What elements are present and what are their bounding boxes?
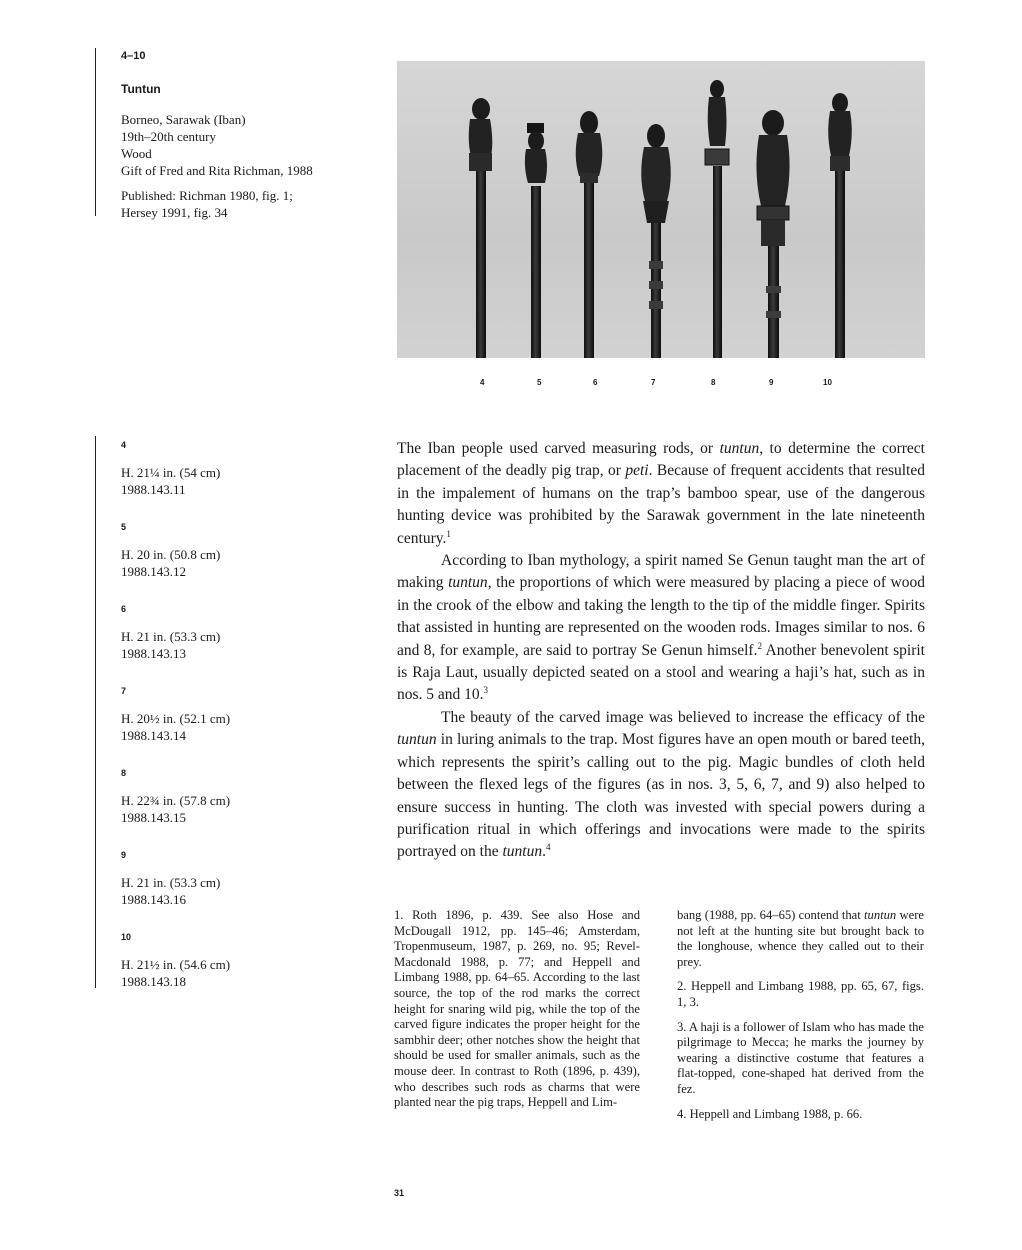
paragraph-1: [397, 438, 925, 550]
footnote-ref: 3: [483, 685, 489, 696]
published-line-1: Published: Richman 1980, fig. 1;: [121, 188, 293, 203]
text-run: , to determine the correct placement of the deadly pig trap, or: [397, 440, 925, 480]
note-1: 1. Roth 1896, p. 439. See also Hose and McDougall 1912, pp. 145–46; Amsterdam, Tropenmuseum, 1987, p. 269, no. 95; Revel-Macdonald 1988, p. 77; and Heppell and Limbang 1988, pp. 64–65. According to the last source, the top of the rod marks the correct height for snaring wild pig, while the top of the carved figure indicates the proper height for the sambhir deer; other notches show the height that should be used for smaller animals, such as the mouse deer. In contrast to Roth (1896, p. 439), who describes such rods as charms that were planted near the pig traps, Heppell and Lim-: [394, 908, 640, 1110]
photo-label-8: 8: [711, 378, 716, 387]
catalog-material: Wood: [121, 146, 152, 161]
essay-body: [397, 438, 925, 864]
text-run: The Iban people used carved measuring rods, or: [397, 440, 720, 457]
rod-4: [469, 98, 493, 358]
catalog-published: [121, 187, 371, 221]
item-dimensions: H. 21 in. (53.3 cm): [121, 875, 221, 890]
item-number: 7: [121, 686, 127, 696]
photo-label-4: 4: [480, 378, 485, 387]
footnote-ref: 2: [757, 640, 762, 651]
items-rule: [95, 436, 96, 988]
text-run: were not left at the hunting site but brought back to the longhouse, whence they called out to their prey.: [677, 908, 924, 969]
list-item: [121, 440, 321, 498]
text-run: Another benevolent spirit is Raja Laut, usually depicted seated on a stool and wearing a haji’s hat, such as in nos. 5 and 10.: [397, 641, 925, 704]
photo-label-5: 5: [537, 378, 542, 387]
note-4: 4. Heppell and Limbang 1988, p. 66.: [677, 1106, 863, 1121]
tuntun-rods-image: [397, 61, 925, 358]
item-dimensions: H. 20 in. (50.8 cm): [121, 547, 221, 562]
list-item: [121, 522, 321, 580]
catalog-credit: Gift of Fred and Rita Richman, 1988: [121, 163, 313, 178]
footnote-ref: 4: [545, 842, 551, 853]
note-3: 3. A haji is a follower of Islam who has made the pilgrimage to Mecca; he marks the journey by wearing a distinctive costume that features a flat-topped, cone-shaped hat derived from the fez.: [677, 1019, 924, 1096]
italic-term: tuntun: [502, 843, 543, 861]
photo-label-6: 6: [593, 378, 598, 387]
rod-7: [641, 124, 671, 358]
rod-10: [828, 93, 852, 358]
photo-label-10: 10: [823, 378, 832, 387]
note-1-continued: [677, 908, 924, 970]
item-accession: 1988.143.15: [121, 810, 186, 825]
item-dimensions: H. 22¾ in. (57.8 cm): [121, 793, 231, 808]
text-run: bang (1988, pp. 64–65) contend that: [677, 908, 865, 922]
text-run: . Because of frequent accidents that resulted in the impalement of humans on the trap’s bamboo spear, use of the dangerous hunting device was prohibited by the Sarawak government in the late nineteenth century.: [397, 462, 925, 547]
item-number: 10: [121, 932, 132, 942]
list-item: [121, 932, 321, 990]
text-run: in luring animals to the trap. Most figures have an open mouth or bared teeth, which represents the spirit’s calling out to the pig. Magic bundles of cloth held between the flexed legs of the figures (as in nos. 3, 5, 6, 7, and 9) also helped to ensure success in hunting. The cloth was invested with special powers during a purification ritual in which offerings and invocations were made to the spirits portrayed on the: [397, 731, 925, 861]
italic-term: tuntun: [448, 574, 488, 592]
published-line-2: Hersey 1991, fig. 34: [121, 205, 228, 220]
item-number: 6: [121, 604, 127, 614]
header-rule: [95, 48, 96, 216]
list-item: [121, 686, 321, 744]
item-dimensions: H. 21 in. (53.3 cm): [121, 629, 221, 644]
notes-column-right: [677, 908, 924, 1131]
rod-5: [525, 123, 547, 358]
catalog-header: [121, 50, 371, 221]
text-run: The beauty of the carved image was believed to increase the efficacy of the: [441, 708, 925, 726]
rod-9: [756, 110, 789, 358]
item-accession: 1988.143.13: [121, 646, 186, 661]
text-run: , the proportions of which were measured by placing a piece of wood in the crook of the elbow and taking the length to the tip of the middle finger. Spirits that assisted in hunting are represented on the wooden rods. Images similar to nos. 6 and 8, for example, are said to portray Se Genun himself.: [397, 574, 925, 659]
catalog-origin: Borneo, Sarawak (Iban): [121, 112, 246, 127]
tuntun-photograph: [397, 61, 925, 358]
item-dimensions: H. 21½ in. (54.6 cm): [121, 957, 231, 972]
list-item: [121, 850, 321, 908]
item-accession: 1988.143.16: [121, 892, 186, 907]
paragraph-2: [397, 550, 925, 707]
list-item: [121, 604, 321, 662]
italic-term: tuntun: [719, 440, 760, 457]
item-accession: 1988.143.18: [121, 974, 186, 989]
rod-6: [576, 111, 603, 358]
catalog-date: 19th–20th century: [121, 129, 216, 144]
paragraph-3: [397, 707, 925, 864]
page-number: 31: [394, 1188, 405, 1198]
catalog-title: Tuntun: [121, 82, 161, 96]
italic-term: tuntun: [864, 908, 897, 922]
item-accession: 1988.143.11: [121, 482, 186, 497]
photo-label-7: 7: [651, 378, 656, 387]
notes-column-left: [394, 908, 640, 1120]
list-item: [121, 768, 321, 826]
item-dimensions: H. 21¼ in. (54 cm): [121, 465, 221, 480]
text-run: .: [542, 843, 546, 861]
catalog-number: 4–10: [121, 50, 146, 62]
italic-term: peti: [625, 462, 649, 480]
item-dimensions: H. 20½ in. (52.1 cm): [121, 711, 231, 726]
item-accession: 1988.143.14: [121, 728, 186, 743]
text-run: According to Iban mythology, a spirit named Se Genun taught man the art of making: [397, 552, 925, 592]
item-number: 5: [121, 522, 127, 532]
item-number: 4: [121, 440, 127, 450]
footnote-ref: 1: [446, 528, 451, 539]
item-accession: 1988.143.12: [121, 564, 186, 579]
rod-8: [705, 80, 729, 358]
item-number: 8: [121, 768, 127, 778]
item-number: 9: [121, 850, 127, 860]
note-2: 2. Heppell and Limbang 1988, pp. 65, 67, figs. 1, 3.: [677, 979, 924, 1009]
photo-label-9: 9: [769, 378, 774, 387]
italic-term: tuntun: [397, 731, 437, 749]
